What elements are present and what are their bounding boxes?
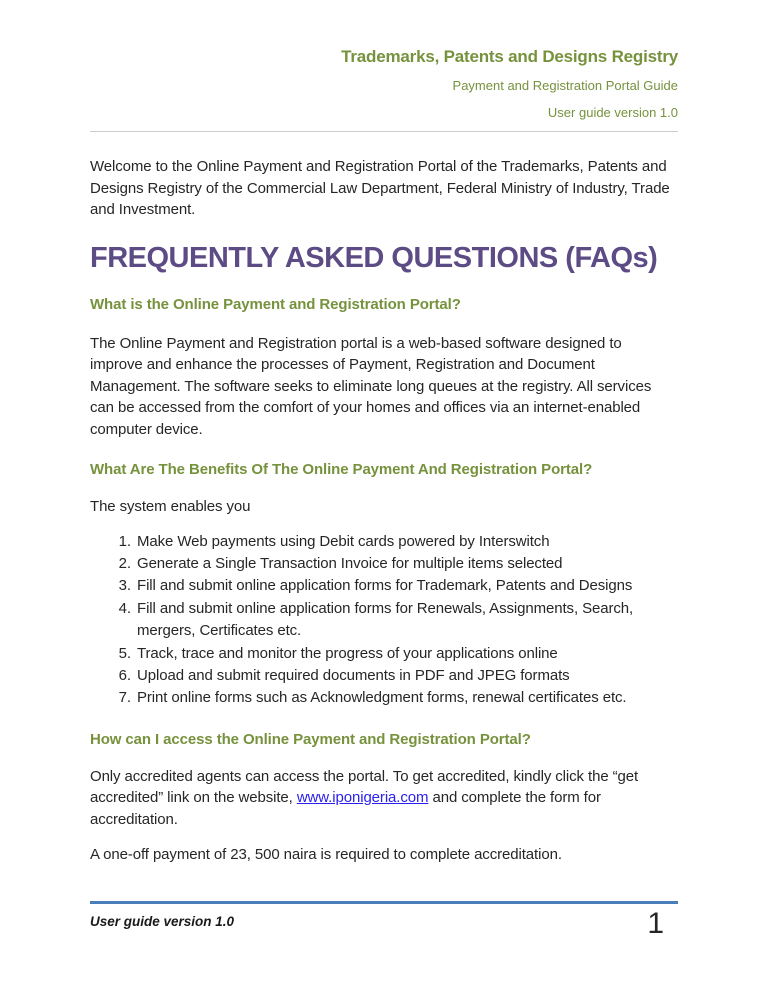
benefits-list-item: 6. Upload and submit required documents in PDF and JPEG formats <box>135 665 678 687</box>
benefits-list <box>90 531 678 710</box>
access-paragraph <box>90 766 678 831</box>
footer-row <box>90 904 678 939</box>
benefits-list-item: 4. Fill and submit online application forms for Renewals, Assignments, Search, mergers, Certificates etc. <box>135 598 678 643</box>
document-footer <box>90 901 678 939</box>
access-text-before-link: Only accredited agents can access the portal. To get accredited, kindly click the “get accredited” link on the website, <box>90 767 639 807</box>
benefits-list-item: 3. Fill and submit online application forms for Trademark, Patents and Designs <box>135 575 678 597</box>
iponigeria-link[interactable]: www.iponigeria.com <box>296 789 429 807</box>
header-version-label: User guide version 1.0 <box>547 105 678 120</box>
intro-paragraph: Welcome to the Online Payment and Registration Portal of the Trademarks, Patents and Designs Registry of the Commercial Law Department, Federal Ministry of Industry, Trade and Investment. <box>90 158 670 218</box>
page-number: 1 <box>647 907 664 940</box>
accreditation-fee-note: A one-off payment of 23, 500 naira is required to complete accreditation. <box>90 846 562 864</box>
faq-main-heading: FREQUENTLY ASKED QUESTIONS (FAQs) <box>90 241 658 274</box>
document-header <box>90 46 678 132</box>
section-heading-access: How can I access the Online Payment and Registration Portal? <box>90 730 531 748</box>
benefits-list-item: 7. Print online forms such as Acknowledgment forms, renewal certificates etc. <box>135 687 678 709</box>
portal-guide-subtitle: Payment and Registration Portal Guide <box>452 78 678 93</box>
benefits-list-item: 5. Track, trace and monitor the progress of your applications online <box>135 643 678 665</box>
section-heading-benefits: What Are The Benefits Of The Online Payment And Registration Portal? <box>90 461 593 478</box>
footer-version-label: User guide version 1.0 <box>90 914 235 929</box>
benefits-list-item: 2. Generate a Single Transaction Invoice for multiple items selected <box>135 553 678 575</box>
section-heading-what-is: What is the Online Payment and Registration Portal? <box>90 295 461 313</box>
access-text-after-link: and complete the form for accreditation. <box>90 789 601 828</box>
benefits-list-item: 1. Make Web payments using Debit cards powered by Interswitch <box>135 531 678 553</box>
what-is-paragraph: The Online Payment and Registration portal is a web-based software designed to improve and enhance the processes of Payment, Registration and Document Management. The software seeks to eliminate long queues at the registry. All services can be accessed from the comfort of your homes and offices via an internet-enabled computer device. <box>90 334 652 438</box>
header-divider <box>90 131 678 132</box>
registry-title: Trademarks, Patents and Designs Registry <box>341 47 678 66</box>
benefits-lead-text: The system enables you <box>90 498 251 515</box>
